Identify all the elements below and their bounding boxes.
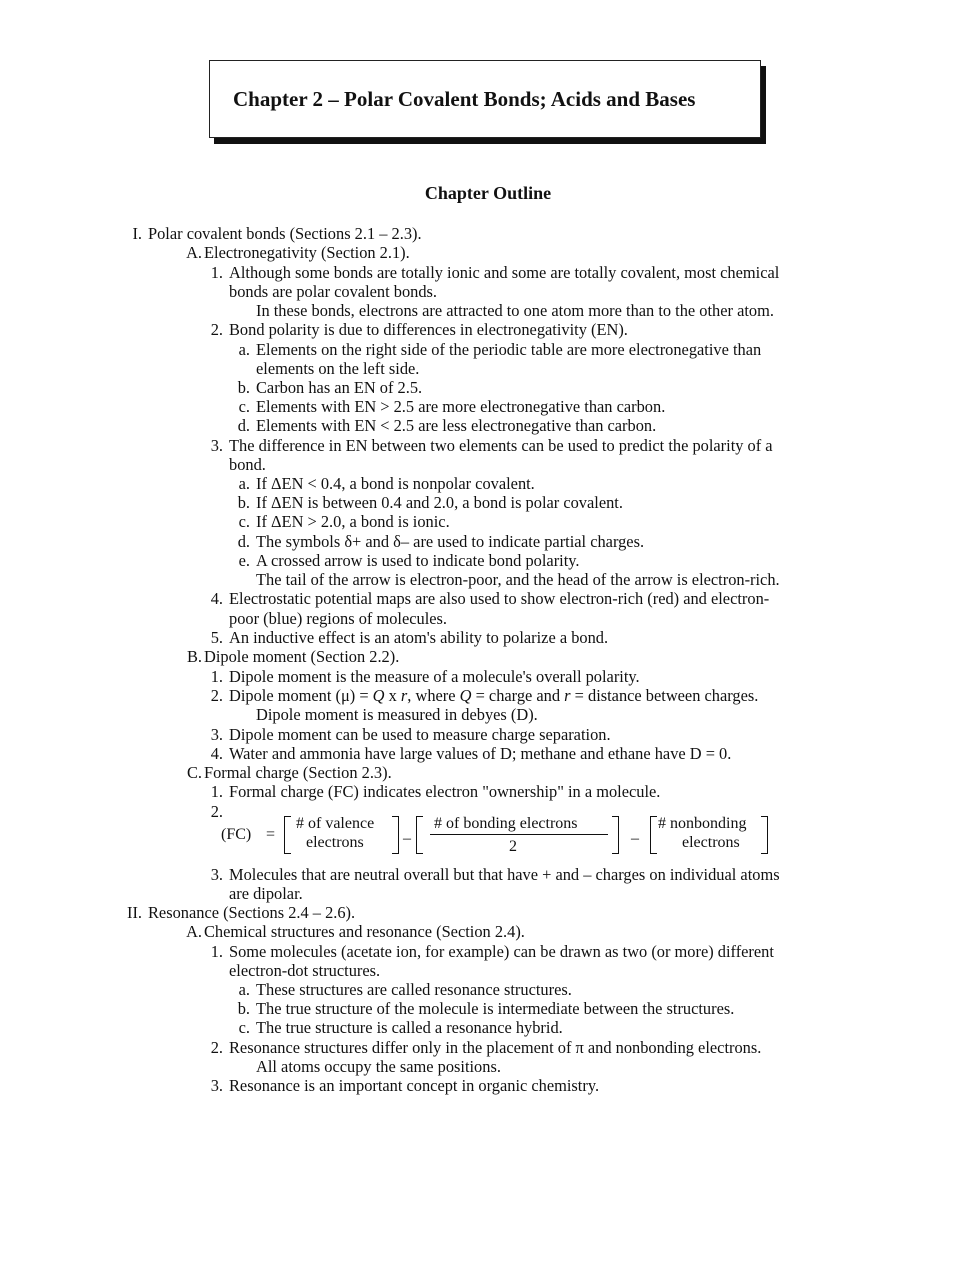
marker: 5. — [210, 628, 223, 647]
marker: a. — [238, 474, 250, 493]
item-ib2-note: Dipole moment is measured in debyes (D). — [256, 705, 538, 724]
item-ia1-cont: bonds are polar covalent bonds. — [229, 282, 438, 301]
item-ia2b — [226, 378, 422, 397]
item-iia3 — [200, 1076, 599, 1095]
line-text: If ΔEN < 0.4, a bond is nonpolar covalent. — [256, 474, 535, 493]
line-text: Molecules that are neutral overall but that have + and – charges on individual atoms — [229, 865, 780, 884]
fraction-bar — [430, 834, 608, 835]
item-ia1-note: In these bonds, electrons are attracted to one atom more than to the other atom. — [256, 301, 774, 320]
text-part: , where — [407, 686, 460, 705]
item-ia2 — [200, 320, 628, 339]
item-ia2a — [226, 340, 761, 359]
line-text: An inductive effect is an atom's ability to polarize a bond. — [229, 628, 609, 647]
marker: b. — [237, 378, 250, 397]
left-bracket — [650, 816, 657, 854]
item-iia2-note: All atoms occupy the same positions. — [256, 1057, 501, 1076]
right-bracket — [612, 816, 619, 854]
marker: B. — [186, 647, 202, 666]
chapter-title: Chapter 2 – Polar Covalent Bonds; Acids and Bases — [233, 87, 696, 111]
marker: 3. — [210, 1076, 223, 1095]
line-text: Some molecules (acetate ion, for example) can be drawn as two (or more) different — [229, 942, 774, 961]
term3-top: # nonbonding — [658, 815, 747, 832]
marker: 1. — [210, 263, 223, 282]
item-ia3b — [226, 493, 623, 512]
item-ib3 — [200, 725, 611, 744]
item-iia1c — [226, 1018, 563, 1037]
section-i-c — [178, 763, 392, 782]
item-ia3e — [226, 551, 580, 570]
marker: 1. — [210, 942, 223, 961]
line-text: Electrostatic potential maps are also used to show electron-rich (red) and electron- — [229, 589, 770, 608]
line-text: Elements with EN > 2.5 are more electronegative than carbon. — [256, 397, 666, 416]
item-ia3a — [226, 474, 535, 493]
symbol-r: r — [400, 686, 408, 705]
line-text: Formal charge (Section 2.3). — [204, 763, 392, 782]
line-text: The true structure of the molecule is intermediate between the structures. — [256, 999, 735, 1018]
section-ii-a — [178, 922, 525, 941]
term2-denominator: 2 — [509, 838, 517, 855]
item-ic1 — [200, 782, 660, 801]
item-ia3-cont: bond. — [229, 455, 266, 474]
formula-minus-2: – — [631, 830, 639, 847]
line-text: A crossed arrow is used to indicate bond polarity. — [256, 551, 580, 570]
marker: a. — [238, 340, 250, 359]
symbol-q: Q — [372, 686, 385, 705]
line-text: Resonance (Sections 2.4 – 2.6). — [148, 903, 356, 922]
marker: 4. — [210, 589, 223, 608]
right-bracket — [392, 816, 399, 854]
marker: a. — [238, 980, 250, 999]
symbol-r: r — [564, 686, 571, 705]
item-iia1a — [226, 980, 572, 999]
item-ib1 — [200, 667, 640, 686]
line-text: Dipole moment (Section 2.2). — [204, 647, 400, 666]
item-ia2c — [226, 397, 665, 416]
term1-top: # of valence — [296, 815, 375, 832]
left-bracket — [416, 816, 423, 854]
section-i-a — [178, 243, 410, 262]
line-text: Dipole moment is the measure of a molecule's overall polarity. — [229, 667, 640, 686]
item-ib2 — [200, 686, 758, 705]
item-ia4-cont: poor (blue) regions of molecules. — [229, 609, 448, 628]
line-text: Elements on the right side of the periodic table are more electronegative than — [256, 340, 762, 359]
item-iia2 — [200, 1038, 761, 1057]
line-text: The symbols δ+ and δ– are used to indicate partial charges. — [256, 532, 645, 551]
marker: 4. — [210, 744, 223, 763]
item-ia3 — [200, 436, 773, 455]
item-ia1 — [200, 263, 779, 282]
line-text: Resonance structures differ only in the placement of π and nonbonding electrons. — [229, 1038, 762, 1057]
item-ic3-cont: are dipolar. — [229, 884, 303, 903]
item-ia5 — [200, 628, 608, 647]
line-text: Electronegativity (Section 2.1). — [204, 243, 410, 262]
marker: II. — [126, 903, 142, 922]
chapter-title-box — [209, 60, 761, 138]
line-text: Chemical structures and resonance (Section 2.4). — [204, 922, 525, 941]
symbol-q: Q — [459, 686, 472, 705]
line-text: Formal charge (FC) indicates electron "ownership" in a molecule. — [229, 782, 661, 801]
line-text: Resonance is an important concept in organic chemistry. — [229, 1076, 600, 1095]
marker: A. — [186, 243, 202, 262]
line-text: The difference in EN between two elements can be used to predict the polarity of a — [229, 436, 773, 455]
formula-lhs: (FC) — [221, 826, 252, 843]
marker: 2. — [210, 802, 223, 821]
term2-numerator: # of bonding electrons — [434, 815, 578, 832]
text-part: = charge and — [471, 686, 565, 705]
term1-bottom: electrons — [306, 834, 364, 851]
text-part: = distance between charges. — [570, 686, 759, 705]
item-iia1 — [200, 942, 774, 961]
text-part: Dipole moment (μ) = — [229, 686, 373, 705]
section-i — [120, 224, 422, 243]
line-text: Water and ammonia have large values of D; methane and ethane have D = 0. — [229, 744, 732, 763]
marker: d. — [237, 416, 250, 435]
marker: I. — [132, 224, 142, 243]
marker: c. — [238, 1018, 250, 1037]
line-text: Dipole moment can be used to measure charge separation. — [229, 725, 611, 744]
item-iia1b — [226, 999, 734, 1018]
item-ia3e-note: The tail of the arrow is electron-poor, and the head of the arrow is electron-rich. — [256, 570, 780, 589]
item-ia4 — [200, 589, 769, 608]
formula-equals: = — [266, 826, 276, 843]
marker: A. — [186, 922, 202, 941]
line-text: The true structure is called a resonance hybrid. — [256, 1018, 563, 1037]
line-text: Elements with EN < 2.5 are less electronegative than carbon. — [256, 416, 657, 435]
marker: b. — [237, 999, 250, 1018]
line-text: Carbon has an EN of 2.5. — [256, 378, 423, 397]
marker: c. — [238, 397, 250, 416]
section-i-b — [178, 647, 399, 666]
item-ia3c — [226, 512, 450, 531]
section-ii — [120, 903, 355, 922]
item-ia2d — [226, 416, 656, 435]
marker: 3. — [210, 865, 223, 884]
marker: 1. — [210, 667, 223, 686]
outline-heading: Chapter Outline — [424, 183, 552, 203]
line-text: Bond polarity is due to differences in electronegativity (EN). — [229, 320, 628, 339]
right-bracket — [761, 816, 768, 854]
marker: 3. — [210, 725, 223, 744]
item-ia2a-cont: elements on the left side. — [256, 359, 420, 378]
item-ib4 — [200, 744, 731, 763]
text-part: x — [384, 686, 401, 705]
marker: 2. — [210, 686, 223, 705]
line-text — [229, 686, 758, 705]
line-text: Although some bonds are totally ionic and some are totally covalent, most chemical — [229, 263, 780, 282]
marker: 2. — [210, 1038, 223, 1057]
left-bracket — [284, 816, 291, 854]
marker: e. — [238, 551, 250, 570]
formula-minus-1: – — [403, 830, 411, 847]
marker: 2. — [210, 320, 223, 339]
line-text: These structures are called resonance structures. — [256, 980, 572, 999]
marker: d. — [237, 532, 250, 551]
term3-bottom: electrons — [682, 834, 740, 851]
line-text: Polar covalent bonds (Sections 2.1 – 2.3). — [148, 224, 422, 243]
marker: b. — [237, 493, 250, 512]
marker: 3. — [210, 436, 223, 455]
marker: 1. — [210, 782, 223, 801]
item-ic3 — [200, 865, 780, 884]
marker: C. — [186, 763, 202, 782]
line-text: If ΔEN is between 0.4 and 2.0, a bond is polar covalent. — [256, 493, 623, 512]
item-iia1-cont: electron-dot structures. — [229, 961, 381, 980]
formal-charge-formula — [220, 812, 780, 860]
line-text: If ΔEN > 2.0, a bond is ionic. — [256, 512, 450, 531]
marker: c. — [238, 512, 250, 531]
item-ia3d — [226, 532, 644, 551]
